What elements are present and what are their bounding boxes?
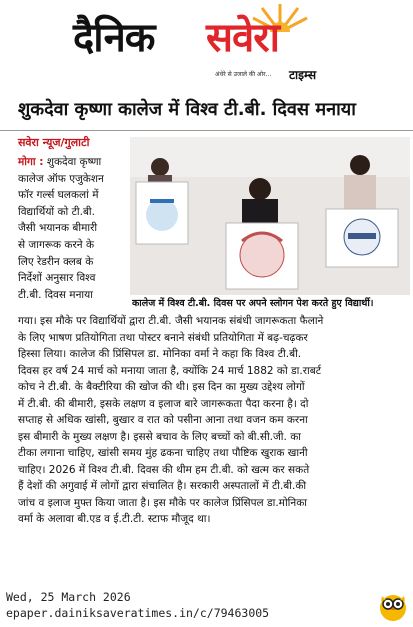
masthead xyxy=(0,0,413,84)
masthead-name-part1: दैनिक xyxy=(73,14,155,61)
footer-date: Wed, 25 March 2026 xyxy=(6,590,131,604)
lead-line: कालेज ऑफ एजुकेशन xyxy=(18,172,104,185)
owl-icon xyxy=(378,590,408,622)
lead-line: जैसी भयानक बीमारी xyxy=(18,222,98,235)
lead-line: टी.बी. दिवस मनाया xyxy=(18,288,93,301)
body-line: कोच ने टी.बी. के बैक्टीरिया की खोज की थी। इस दिन का मुख्य उद्देश्य लोगों xyxy=(18,381,305,393)
masthead-name-part2: सवेरा xyxy=(206,14,279,61)
body-line: इस बीमारी के मुख्य लक्षण है। इससे बचाव के लिए बच्चों को बी.सी.जी. का xyxy=(18,430,301,443)
body-line: जांच व इलाज मुफ्त किया जाता है। इस मौके पर कालेज प्रिंसिपल डा.मोनिका xyxy=(18,496,308,509)
masthead-edition: टाइम्स xyxy=(289,68,317,82)
body-line: वर्मा के अलावा बी.एड व ई.टी.टी. स्टाफ मौजूद था। xyxy=(18,513,211,525)
body-line: गया। इस मौके पर विद्यार्थियों द्वारा टी.बी. जैसी भयानक संबंधी जागरूकता फैलाने xyxy=(18,315,324,327)
students-with-posters-image xyxy=(130,137,410,295)
body-line: हैं देशों की अगुवाई में लोगों द्वारा संचालित है। सरकारी अस्पतालों में टी.बी.की xyxy=(18,480,307,492)
masthead-tagline: अंधेरे से उजाले की ओर... xyxy=(215,71,272,78)
article-byline: सवेरा न्यूज/गुलाटी xyxy=(18,136,90,149)
body-line: हिस्सा लिया। कालेज की प्रिंसिपल डा. मोनिका वर्मा ने कहा कि विश्व टी.बी. xyxy=(18,348,302,360)
lead-line: शुकदेवा कृष्णा xyxy=(46,156,102,168)
body-line: में टी.बी. की बीमारी, इसके लक्षण व इलाज बारे जागरूकता पैदा करना है। दो xyxy=(18,397,309,410)
lead-line: लिए रेडरीन क्लब के xyxy=(18,255,94,268)
divider xyxy=(0,130,413,131)
body-line: सप्ताह से अधिक खांसी, बुखार व रात को पसीना आना तथा वजन कम करना xyxy=(18,414,308,426)
lead-line: विद्यार्थियों को टी.बी. xyxy=(18,205,95,218)
lead-line: से जागरूक करने के xyxy=(18,238,95,251)
body-line: दिवस हर वर्ष 24 मार्च को मनाया जाता है, क्योंकि 24 मार्च 1882 को डा.राबर्ट xyxy=(18,364,322,377)
body-line: चाहिए। 2026 में विश्व टी.बी. दिवस की थीम हम टी.बी. को खत्म कर सकते xyxy=(18,463,310,476)
photo-caption: कालेज में विश्व टी.बी. दिवस पर अपने स्लोगन पेश करते हुए विद्यार्थी। xyxy=(132,298,374,309)
article-photo xyxy=(130,137,410,295)
body-line: टीका लगाना चाहिए, खांसी समय मुंह ढकना चाहिए तथा पौष्टिक खुराक खानी xyxy=(18,447,308,459)
article-headline: शुकदेवा कृष्णा कालेज में विश्व टी.बी. दिवस मनाया xyxy=(18,99,356,120)
lead-line: निर्देशों अनुसार विश्व xyxy=(18,272,96,285)
article-lead-column xyxy=(18,152,126,303)
article-dateline: मोगा : xyxy=(18,156,44,168)
lead-line: फॉर गर्ल्स घलकलां में xyxy=(18,189,99,202)
footer-url[interactable]: epaper.dainiksaveratimes.in/c/79463005 xyxy=(6,606,270,620)
body-line: के लिए भाषण प्रतियोगिता तथा पोस्टर बनाने संबंधी प्रतियोगिता में बढ़-चढ़कर xyxy=(18,331,308,344)
article-body xyxy=(18,313,410,528)
